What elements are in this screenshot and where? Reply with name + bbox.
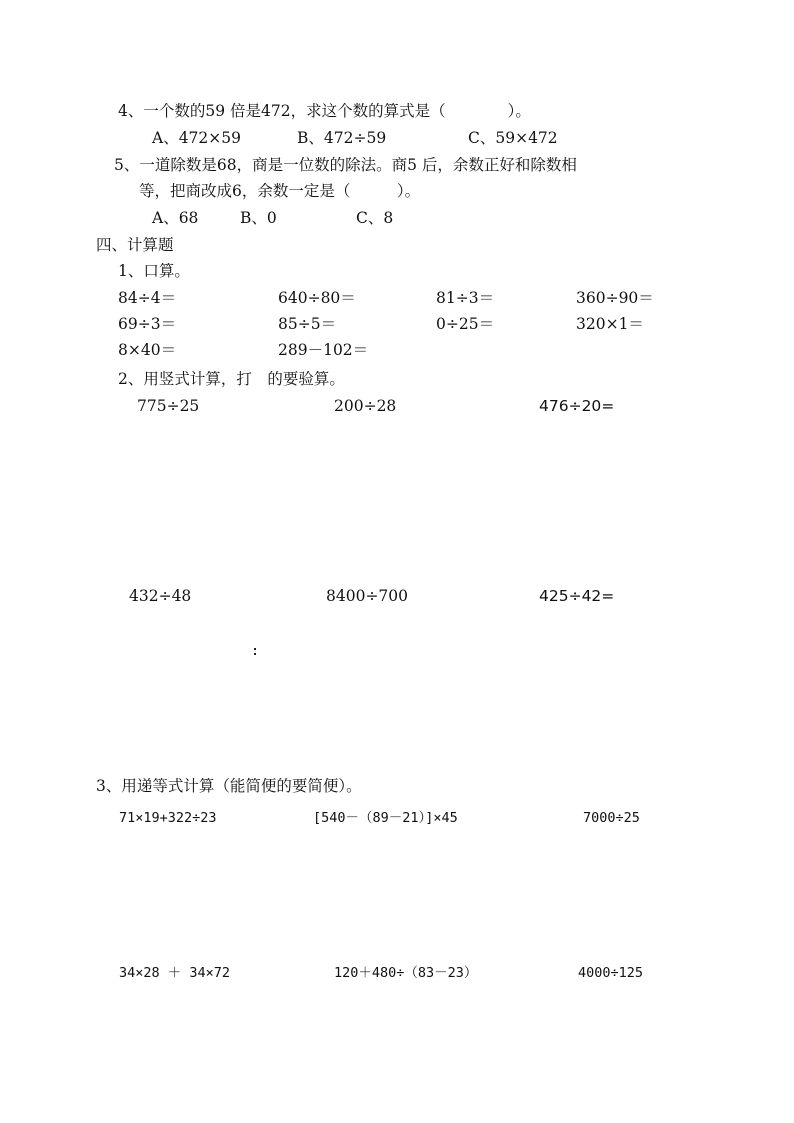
oral-item: 69÷3＝ [118, 315, 177, 333]
vertical-problem: 200÷28 [334, 397, 397, 415]
vertical-problem: 425÷42= [539, 587, 615, 605]
stepwise-problem: 120＋480÷（83－23） [334, 965, 478, 981]
oral-calc-heading: 1、口算。 [118, 262, 190, 280]
question-5-stem-line2: 等，把商改成6，余数一定是（ ）。 [139, 182, 421, 200]
question-4-option-c: C、59×472 [468, 129, 558, 147]
question-5-option-a: A、68 [152, 209, 199, 227]
stepwise-problem: 4000÷125 [578, 965, 644, 981]
oral-item: 8×40＝ [118, 341, 177, 359]
stepwise-problem: 7000÷25 [583, 810, 640, 826]
vertical-problem: 8400÷700 [326, 587, 409, 605]
stepwise-problem: 71×19+322÷23 [119, 810, 217, 826]
oral-item: 85÷5＝ [278, 315, 337, 333]
oral-item: 289－102＝ [278, 341, 369, 359]
oral-item: 0÷25＝ [436, 315, 495, 333]
stepwise-problem: [540－（89－21）]×45 [313, 810, 458, 826]
section-4-title: 四、计算题 [96, 236, 174, 254]
question-5-stem-line1: 5、一道除数是68，商是一位数的除法。商5 后，余数正好和除数相 [114, 156, 577, 174]
question-4-option-b: B、472÷59 [297, 129, 387, 147]
oral-item: 360÷90＝ [576, 289, 654, 307]
oral-item: 84÷4＝ [118, 289, 177, 307]
oral-item: 81÷3＝ [436, 289, 495, 307]
vertical-calc-heading: 2、用竖式计算，打 的要验算。 [118, 370, 345, 388]
oral-item: 320×1＝ [576, 315, 644, 333]
oral-item: 640÷80＝ [278, 289, 356, 307]
stray-mark [254, 648, 256, 650]
question-5-option-c: C、8 [356, 209, 394, 227]
stepwise-problem: 34×28 ＋ 34×72 [119, 965, 231, 981]
vertical-problem: 775÷25 [137, 397, 200, 415]
question-4-stem: 4、一个数的59 倍是472，求这个数的算式是（ ）。 [118, 102, 531, 120]
question-4-option-a: A、472×59 [152, 129, 241, 147]
vertical-problem: 476÷20= [539, 397, 615, 415]
stepwise-calc-heading: 3、用递等式计算（能简便的要简便）。 [96, 777, 362, 795]
question-5-option-b: B、0 [240, 209, 277, 227]
vertical-problem: 432÷48 [129, 587, 192, 605]
stray-mark [254, 653, 256, 655]
